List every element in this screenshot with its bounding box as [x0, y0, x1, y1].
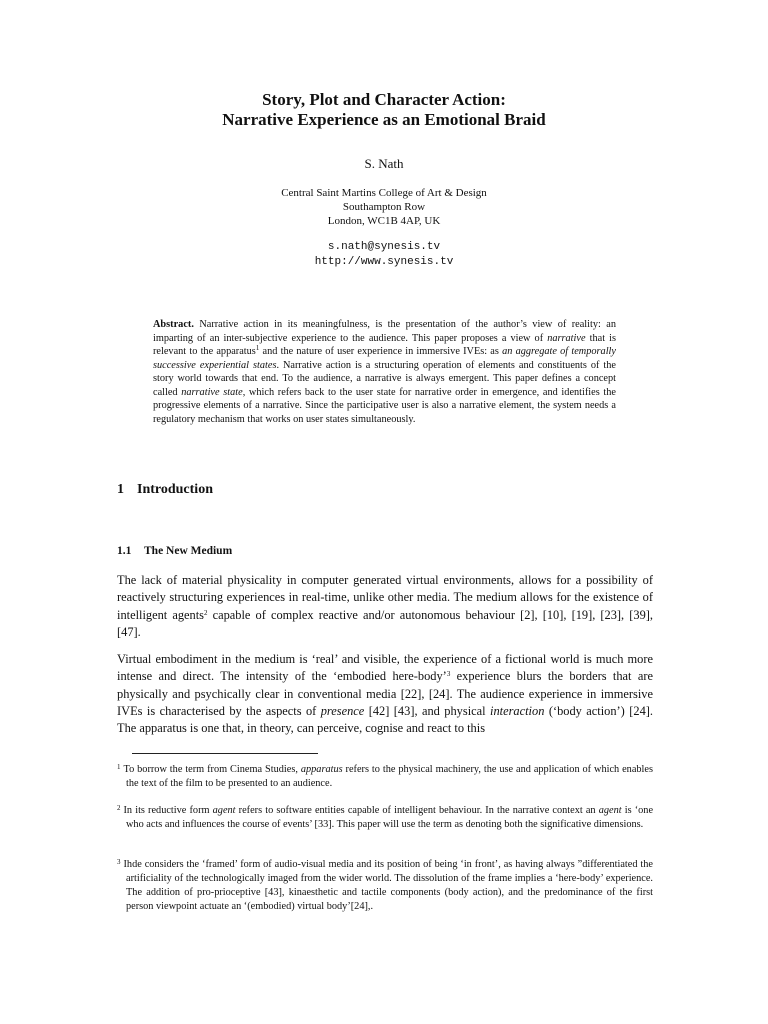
footnote-emphasis: apparatus	[300, 764, 343, 775]
paragraph-text: Virtual embodiment in the medium is ‘real’ and visible, the experience of a fictional world is much more intense and direct. The intensity of the ‘embodied here-body’	[117, 652, 653, 684]
abstract-emphasis: narrative state	[181, 386, 243, 398]
footnote-separator	[132, 753, 318, 754]
abstract-text: . Narrative action is a structuring operation of elements and constituents of the story world towards that end. To the audience, a narrative is always emergent. This paper defines a concept called	[153, 359, 616, 398]
footnote-text: refers to software entities capable of intelligent behaviour. In the narrative context an	[235, 805, 599, 816]
author-url: http://www.synesis.tv	[314, 256, 454, 268]
abstract-text: that is relevant to the apparatus	[153, 332, 616, 357]
section-number: 1	[117, 482, 124, 497]
author-email: s.nath@synesis.tv	[327, 241, 441, 253]
subsection-title: The New Medium	[144, 545, 233, 557]
abstract-text: Narrative action in its meaningfulness, is the presentation of the author’s view of reality: an imparting of an inter-subjective experience to the audience. This paper proposes a view of	[153, 319, 616, 344]
abstract-emphasis: an aggregate of temporally successive experiential states	[153, 346, 616, 371]
paragraph-emphasis: presence	[320, 703, 365, 718]
affiliation-line-1: Central Saint Martins College of Art & Design	[281, 187, 487, 199]
affiliation-line-3: London, WC1B 4AP, UK	[327, 215, 441, 227]
body-paragraph-1	[117, 572, 653, 641]
abstract	[153, 318, 616, 426]
subsection-number: 1.1	[117, 545, 132, 557]
abstract-text: , which refers back to the user state for narrative order in emergence, and identifies the progressive elements of a narrative. Since the participative user is also a narrative element, the system needs a regulatory mechanism that works on user states simultaneously.	[153, 386, 616, 425]
paragraph-text: capable of complex reactive and/or autonomous behaviour [2], [10], [19], [23], [39], [47].	[117, 607, 653, 639]
author-name: S. Nath	[364, 156, 404, 171]
footnote-ref-3: 3	[446, 670, 451, 679]
subsection-heading-new-medium	[117, 545, 232, 557]
footnote-mark: 2	[117, 804, 121, 812]
footnote-mark: 1	[117, 763, 121, 771]
body-paragraph-2	[117, 651, 653, 737]
paper-title-line-1: Story, Plot and Character Action:	[262, 90, 506, 109]
footnote-text: Ihde considers the ‘framed’ form of audio-visual media and its position of being ‘in front’, as having always ”differentiated the artificiality of the technologically imaged from the wider world. The dissolution of the frame implies a ‘here-body’ experience. The addition of pro-prioceptive [43], kinaesthetic and tactile components (body action), and the predominance of the first person viewpoint actuate an ‘(embodied) virtual body’[24],.	[123, 859, 653, 912]
paragraph-emphasis: interaction	[490, 703, 545, 718]
footnote-2	[117, 801, 653, 832]
paragraph-text: [42] [43], and physical	[364, 703, 491, 718]
footnote-text: is ‘one who acts and influences the course of events’ [33]. This paper will use the term as denoting both the significative dimensions.	[126, 805, 654, 830]
section-heading-introduction	[117, 482, 213, 498]
footnote-ref-2: 2	[204, 608, 208, 617]
footnote-mark: 3	[117, 858, 121, 866]
footnote-1	[117, 760, 653, 791]
section-title: Introduction	[137, 482, 213, 497]
footnote-text: refers to the physical machinery, the use and application of which enables the text of the film to be presented to an audience.	[126, 764, 653, 789]
footnote-text: In its reductive form	[123, 805, 213, 816]
abstract-text: and the nature of user experience in immersive IVEs: as	[259, 346, 503, 357]
paragraph-text: The lack of material physicality in computer generated virtual environments, allows for a possibility of reactively structuring experiences in real-time, unlike other media. The medium allows for the existence of intelligent agents	[117, 573, 653, 622]
paragraph-text: experience blurs the borders that are physically and psychically clear in conventional media [22], [24]. The audience experience in immersive IVEs is characterised by the aspects of	[117, 669, 653, 718]
footnote-text: To borrow the term from Cinema Studies,	[123, 764, 301, 775]
footnote-emphasis: agent	[212, 805, 236, 816]
abstract-emphasis: narrative	[547, 332, 586, 344]
affiliation-line-2: Southampton Row	[342, 201, 426, 213]
footnote-3	[117, 855, 653, 914]
paragraph-text: (‘body action’) [24]. The apparatus is one that, in theory, can perceive, cognise and react to this	[117, 703, 653, 736]
abstract-label: Abstract.	[153, 319, 194, 330]
footnote-emphasis: agent	[598, 805, 622, 816]
paper-title-line-2: Narrative Experience as an Emotional Braid	[222, 110, 546, 129]
footnote-ref-1: 1	[255, 344, 260, 352]
